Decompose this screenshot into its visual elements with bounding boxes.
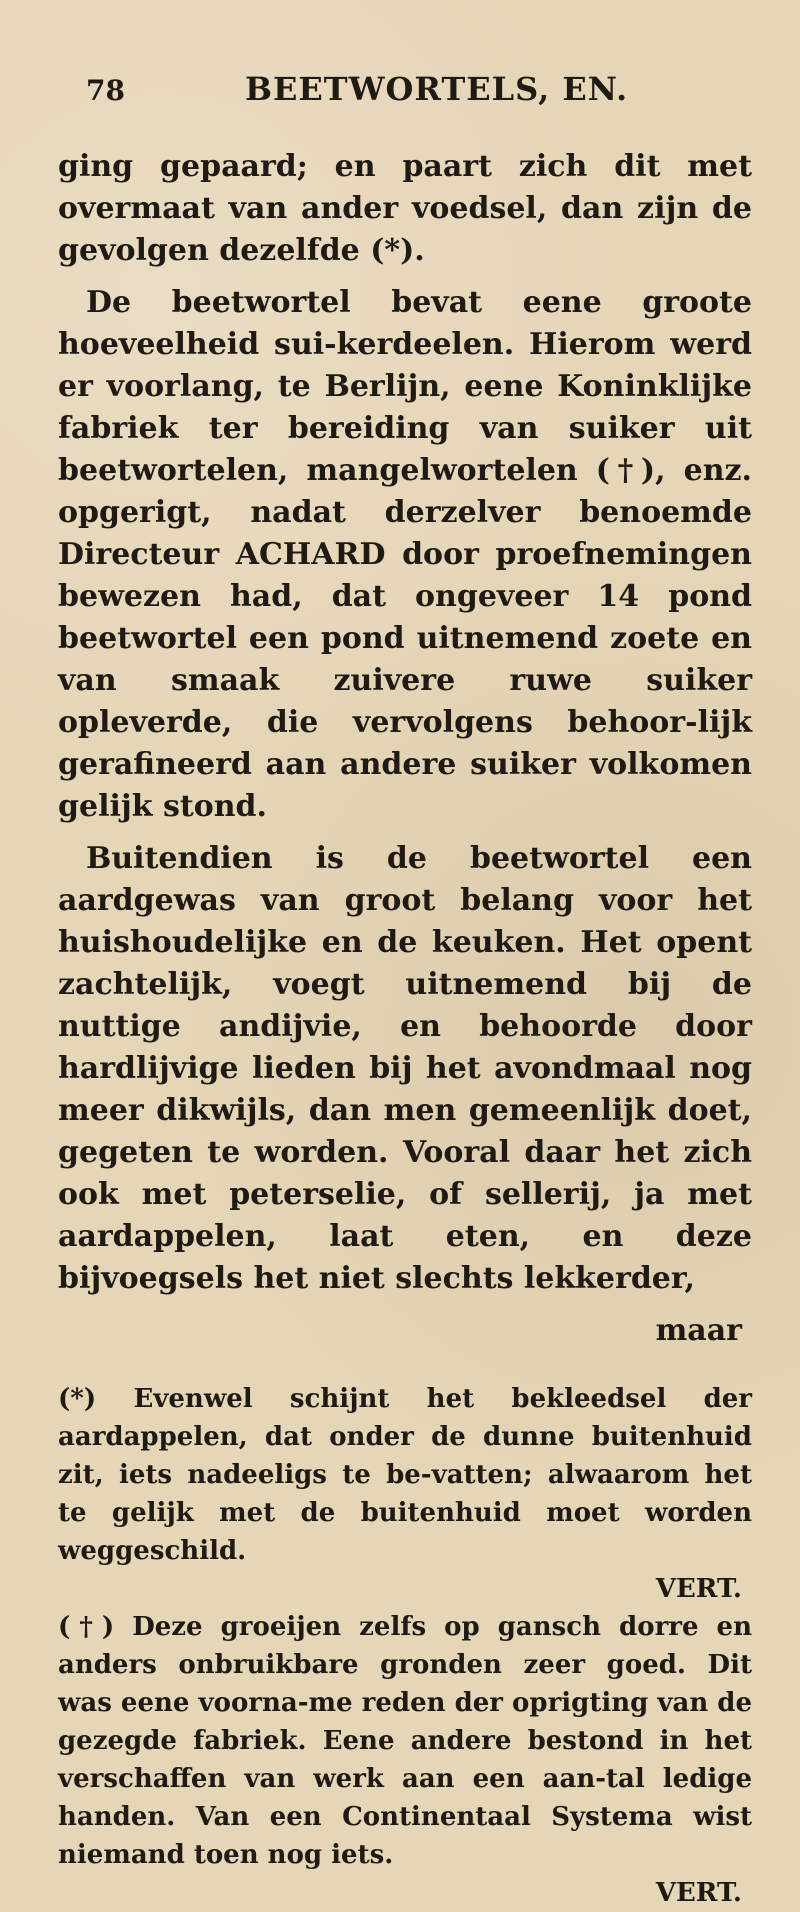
page-header [58, 70, 752, 108]
paragraph-2: De beetwortel bevat eene groote hoeveelheid sui-kerdeelen. Hierom werd er voorlang, te Berlijn, eene Koninklijke fabriek ter bereiding van suiker uit beetwortelen, mangelwortelen (†), enz. opgerigt, nadat derzelver benoemde Directeur ACHARD door proefnemingen bewezen had, dat ongeveer 14 pond beetwortel een pond uitnemend zoete en van smaak zuivere ruwe suiker opleverde, die vervolgens behoor-lijk gerafineerd aan andere suiker volkomen gelijk stond. [58, 285, 752, 824]
footnote-2: (†) Deze groeijen zelfs op gansch dorre en anders onbruikbare gronden zeer goed. Dit was eene voorna-me reden der oprigting van de gezegde fabriek. Eene andere bestond in het verschaffen van werk aan een aan-tal ledige handen. Van een Continentaal Systema wist niemand toen nog iets. [58, 1612, 752, 1870]
paragraph-1: ging gepaard; en paart zich dit met overmaat van ander voedsel, dan zijn de gevolgen dezelfde (*). [58, 149, 752, 268]
running-title: BEETWORTELS, EN. [244, 70, 629, 108]
footnote-2-tag: VERT. [655, 1878, 742, 1908]
page-number: 78 [86, 74, 125, 107]
catchword: maar [655, 1313, 742, 1348]
footnote-1-tag: VERT. [655, 1574, 742, 1604]
footnote-1: (*) Evenwel schijnt het bekleedsel der aardappelen, dat onder de dunne buitenhuid zit, iets nadeeligs te be-vatten; alwaarom het te gelijk met de buitenhuid moet worden weggeschild. [58, 1384, 752, 1566]
main-text [58, 146, 752, 1300]
footnotes-section [58, 1380, 752, 1912]
paragraph-3: Buitendien is de beetwortel een aardgewas van groot belang voor het huishoudelijke en de keuken. Het opent zachtelijk, voegt uitnemend bij de nuttige andijvie, en behoorde door hardlijvige lieden bij het avondmaal nog meer dikwijls, dan men gemeenlijk doet, gegeten te worden. Vooral daar het zich ook met peterselie, of sellerij, ja met aardappelen, laat eten, en deze bijvoegsels het niet slechts lekkerder, [58, 841, 752, 1296]
